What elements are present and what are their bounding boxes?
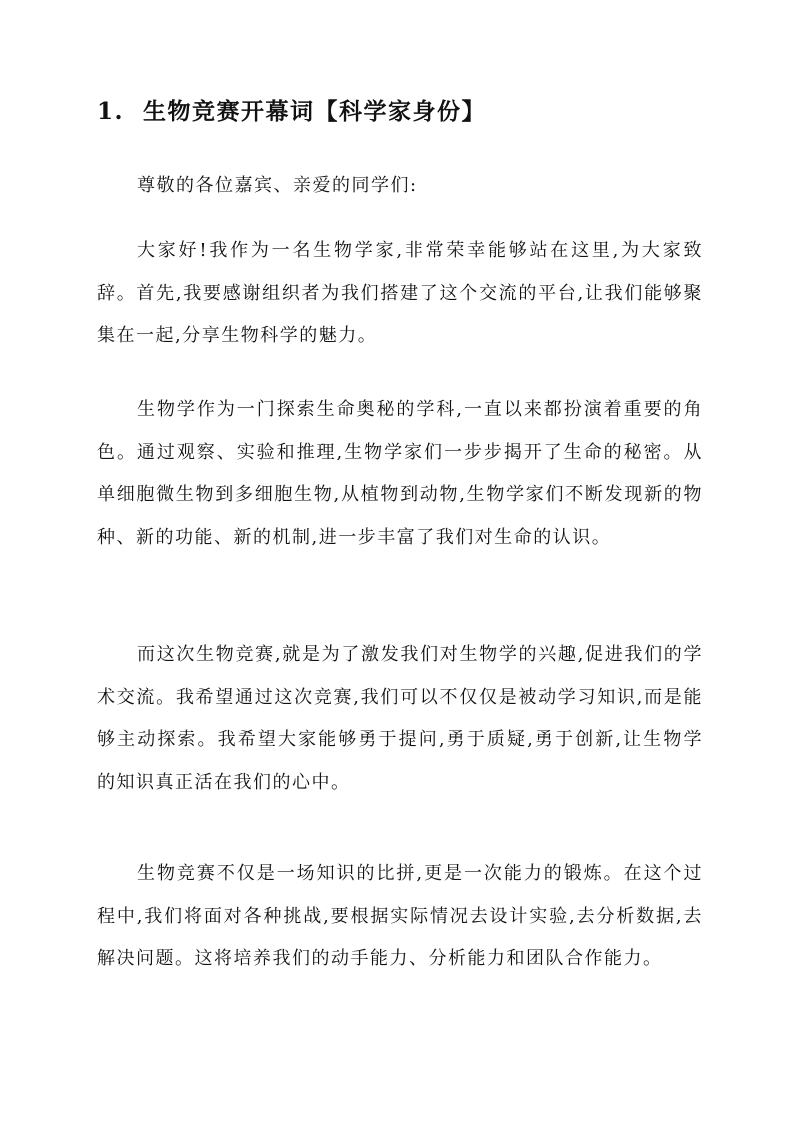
body-paragraph: 大家好!我作为一名生物学家,非常荣幸能够站在这里,为大家致辞。首先,我要感谢组织者为我们搭建了这个交流的平台,让我们能够聚集在一起,分享生物科学的魅力。	[97, 240, 703, 346]
body-paragraph: 生物竞赛不仅是一场知识的比拼,更是一次能力的锻炼。在这个过程中,我们将面对各种挑战,要根据实际情况去设计实验,去分析数据,去解决问题。这将培养我们的动手能力、分析能力和团队合作能力。	[97, 863, 703, 969]
body-paragraph: 生物学作为一门探索生命奥秘的学科,一直以来都扮演着重要的角色。通过观察、实验和推理,生物学家们一步步揭开了生命的秘密。从单细胞微生物到多细胞生物,从植物到动物,生物学家们不断发现新的物种、新的功能、新的机制,进一步丰富了我们对生命的认识。	[97, 399, 703, 548]
salutation-paragraph: 尊敬的各位嘉宾、亲爱的同学们:	[137, 175, 418, 196]
document-title: 1. 生物竞赛开幕词【科学家身份】	[97, 98, 487, 125]
body-paragraph: 而这次生物竞赛,就是为了激发我们对生物学的兴趣,促进我们的学术交流。我希望通过这次竞赛,我们可以不仅仅是被动学习知识,而是能够主动探索。我希望大家能够勇于提问,勇于质疑,勇于创新,让生物学的知识真正活在我们的心中。	[97, 644, 703, 793]
